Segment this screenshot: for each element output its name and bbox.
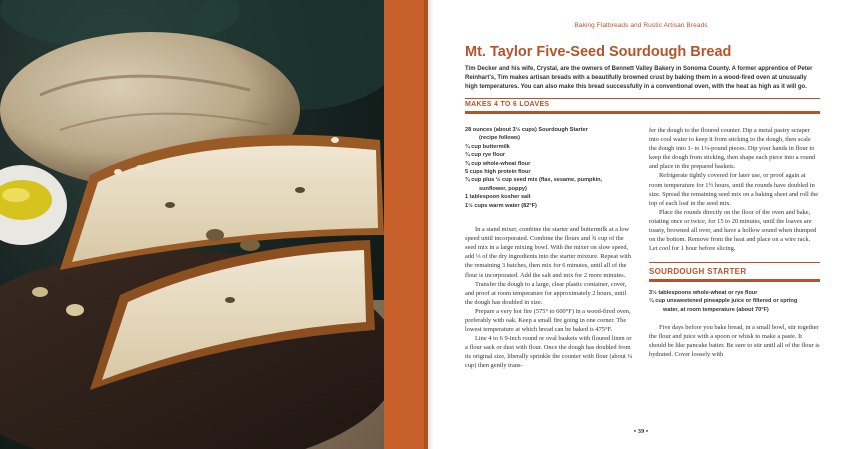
page-number: • 39 • — [633, 428, 649, 435]
method-paragraph: Prepare a very hot fire (575° to 600°F) in a wood-fired oven, preferably with oak. Keep a small fire going in one corner. The lowest temperature at which bread can be baked is 475°F. — [465, 307, 631, 334]
running-head: Baking Flatbreads and Rustic Artisan Breads — [574, 22, 708, 29]
recipe-page — [434, 0, 848, 449]
ingredient-item: ¼ cup unsweetened pineapple juice or filtered or spring water, at room temperature (about 70°F) — [649, 298, 798, 313]
method-paragraph: Refrigerate tightly covered for later use, or proof again at room temperature for 1½ hours, until the rounds have doubled in size. Spread the remaining seed mix on a baking sheet and roll the top of each loaf in the seed mix. — [649, 172, 819, 207]
page-spine-band — [384, 0, 428, 449]
method-paragraph: Place the rounds directly on the floor of the oven and bake, rotating once or twice, for 15 to 20 minutes, until the loaves are toasty, browned all over, and have a hollow sound when thumped on the bottom. Remove from the heat and place on a wire rack. Let cool for 1 hour before slicing. — [649, 208, 817, 253]
recipe-title: Mt. Taylor Five-Seed Sourdough Bread — [465, 44, 732, 60]
method-paragraph: Transfer the dough to a large, clear plastic container, cover, and proof at room temperature for approximately 2 hours, until the dough has doubled in size. — [465, 280, 627, 306]
ingredient-item: 28 ounces (about 3½ cups) Sourdough Starter (recipe follows) — [465, 127, 588, 142]
page-gutter-shadow — [424, 0, 434, 449]
ingredient-item: 1½ cups warm water (82°F) — [465, 202, 537, 209]
starter-ingredient-list — [649, 289, 820, 314]
bread-photo — [0, 0, 384, 449]
ingredient-item: ¾ cup buttermilk — [465, 143, 510, 150]
ingredient-item: 3½ tablespoons whole-wheat or rye flour — [649, 289, 758, 296]
ingredient-item: ¾ cup whole-wheat flour — [465, 160, 531, 167]
ingredient-item: ¾ cup plus ½ cup seed mix (flax, sesame, pumpkin, sunflower, poppy) — [465, 177, 603, 192]
recipe-intro: Tim Decker and his wife, Crystal, are the owners of Bennett Valley Bakery in Sonoma County. A former apprentice of Peter Reinhart's, Tim makes artisan breads with a beautifully browned crust by baking them in a wood-fired oven at unusually high temperatures. You can also make this bread successfully in a conventional oven, with the heat as high as it will go. — [465, 66, 813, 91]
ingredient-item: 5 cups high protein flour — [465, 169, 531, 176]
yield-rule — [465, 111, 820, 114]
starter-heading: SOURDOUGH STARTER — [649, 267, 747, 277]
method-paragraph-continued: fer the dough to the floured counter. Dip a metal pastry scraper into cool water to keep it from sticking to the dough, then scale the dough into 1- to 1¼-pound pieces. Dip your hands in flour to keep the dough from sticking, then shape each piece into a round and place in the prepared baskets. — [649, 127, 816, 171]
ingredient-list — [465, 126, 635, 210]
makes-top-rule — [465, 98, 820, 99]
starter-rule — [649, 279, 820, 282]
ingredient-item: 1 tablespoon kosher salt — [465, 194, 531, 201]
starter-paragraph: Five days before you bake bread, in a small bowl, stir together the flour and juice with a spoon or whisk to make a paste. It should be like pancake batter. Be sure to stir until all of the flour is hydrated. Cover loosely with — [649, 324, 820, 359]
method-paragraph: In a stand mixer, combine the starter and buttermilk at a low speed until incorporated. Combine the flours and ¾ cup of the seed mix in a large mixing bowl. With the mixer on slow speed, add ⅓ of the dry ingredients into the starter mixture. Repeat with the remaining 3 batches, then mix for 6 minutes, until all of the flour is incorporated. Add the salt and mix for 2 more minutes. — [465, 226, 631, 279]
right-column — [649, 126, 820, 359]
method-paragraph: Line 4 to 6 9-inch round or oval baskets with floured linen or a flour sack or dust with flour. Once the dough has doubled from its original size, liberally sprinkle the counter with flour (about ¼ cup) then gently trans- — [465, 335, 633, 370]
yield-heading: MAKES 4 TO 6 LOAVES — [465, 101, 550, 108]
ingredient-item: ¾ cup rye flour — [465, 152, 506, 159]
bread-photo-illustration — [0, 0, 384, 449]
left-column — [465, 126, 635, 371]
starter-top-rule — [649, 262, 820, 263]
